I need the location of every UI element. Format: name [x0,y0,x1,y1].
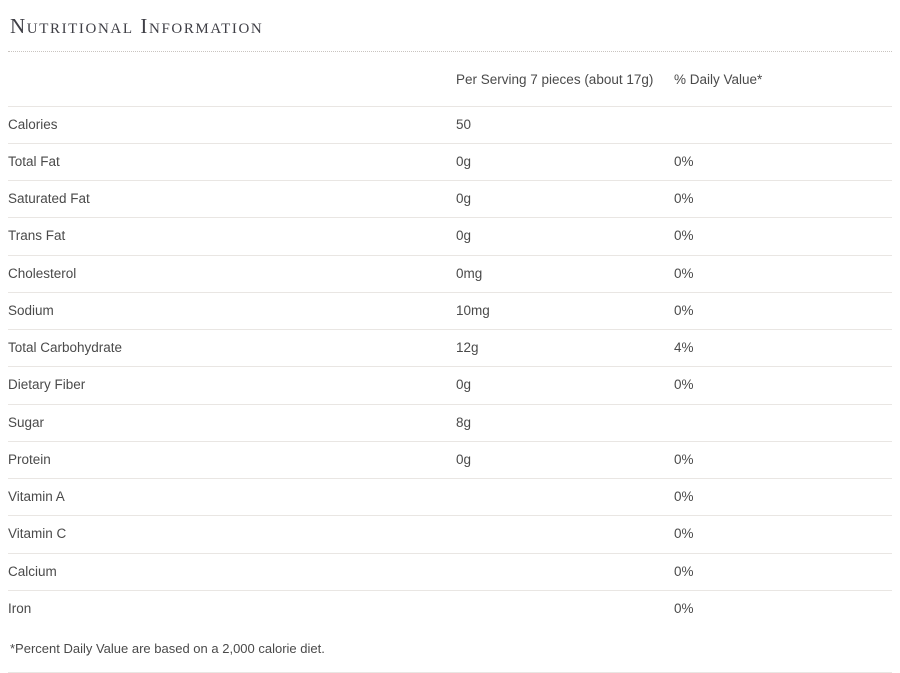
table-row [8,143,892,180]
nutrient-daily-value: 0% [674,255,892,292]
nutrient-amount: 12g [456,330,674,367]
table-row [8,441,892,478]
table-body [8,106,892,627]
nutrient-amount: 0g [456,367,674,404]
nutrient-amount: 0g [456,143,674,180]
nutrient-amount [456,553,674,590]
nutrient-label: Calcium [8,553,456,590]
nutrient-label: Total Carbohydrate [8,330,456,367]
nutrient-daily-value: 0% [674,516,892,553]
nutrient-amount: 0mg [456,255,674,292]
table-row [8,255,892,292]
nutrient-label: Saturated Fat [8,181,456,218]
daily-value-footnote: *Percent Daily Value are based on a 2,000 calorie diet. [10,641,325,657]
nutrient-daily-value: 0% [674,181,892,218]
nutrient-amount: 8g [456,404,674,441]
nutrient-daily-value [674,404,892,441]
nutrient-label: Calories [8,106,456,143]
nutrient-amount: 0g [456,181,674,218]
nutrient-daily-value [674,106,892,143]
nutrient-label: Trans Fat [8,218,456,255]
nutrient-label: Sugar [8,404,456,441]
nutrient-label: Total Fat [8,143,456,180]
nutrient-label: Dietary Fiber [8,367,456,404]
column-header-daily-value: % Daily Value* [674,72,763,87]
nutrient-amount [456,516,674,553]
table-row [8,181,892,218]
table-row [8,218,892,255]
table-row [8,590,892,627]
column-header-nutrient [8,52,456,106]
table-row [8,106,892,143]
table-row [8,553,892,590]
nutrient-amount: 0g [456,441,674,478]
nutrient-amount [456,590,674,627]
nutrient-daily-value: 0% [674,590,892,627]
nutrient-label: Vitamin C [8,516,456,553]
nutrient-daily-value: 0% [674,143,892,180]
nutrient-daily-value: 0% [674,218,892,255]
nutrient-amount: 0g [456,218,674,255]
nutrient-daily-value: 0% [674,441,892,478]
nutrient-daily-value: 0% [674,553,892,590]
table-header [8,52,892,106]
table-row [8,404,892,441]
nutrient-label: Iron [8,590,456,627]
page-title: Nutritional Information [10,14,264,38]
column-header-serving: Per Serving 7 pieces (about 17g) [456,72,654,87]
table-header-row [8,52,892,106]
nutrient-daily-value: 0% [674,367,892,404]
nutrition-table [8,52,892,627]
nutrient-daily-value: 0% [674,292,892,329]
nutrient-amount: 10mg [456,292,674,329]
table-row [8,292,892,329]
nutrient-daily-value: 4% [674,330,892,367]
nutrient-label: Vitamin A [8,479,456,516]
nutrient-label: Sodium [8,292,456,329]
nutrient-amount [456,479,674,516]
table-row [8,479,892,516]
nutrient-label: Protein [8,441,456,478]
nutrient-daily-value: 0% [674,479,892,516]
table-row [8,516,892,553]
nutrient-label: Cholesterol [8,255,456,292]
nutrient-amount: 50 [456,106,674,143]
table-row [8,367,892,404]
table-row [8,330,892,367]
